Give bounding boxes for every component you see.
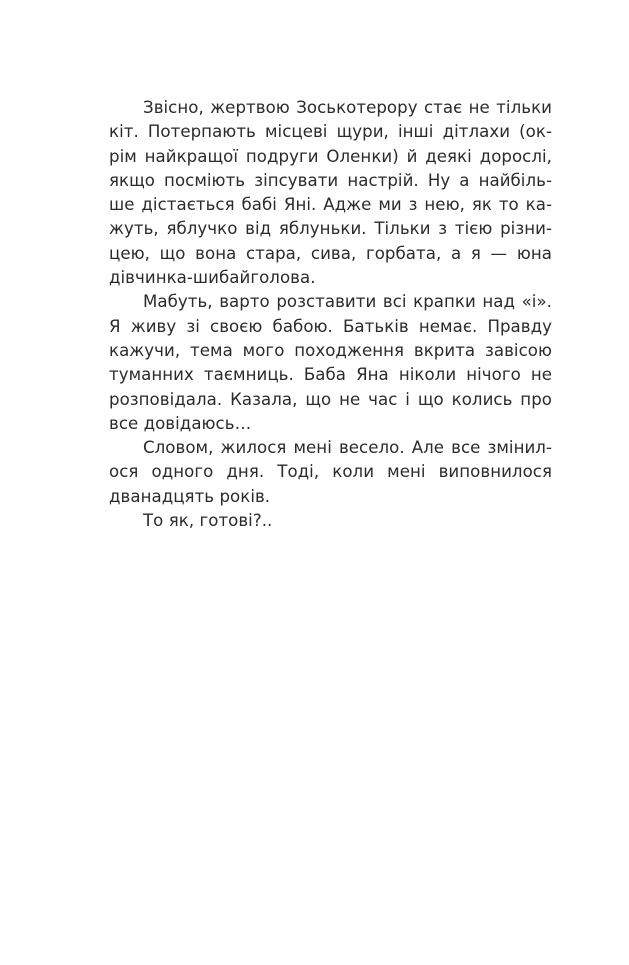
text-line: кажучи, тема мого походження вкрита завісою: [109, 340, 552, 360]
paragraph: [109, 290, 552, 436]
text-line: ше дістається бабі Яні. Адже ми з нею, як то ка-: [109, 195, 552, 215]
text-line: Я живу зі своєю бабою. Батьків немає. Правду: [109, 316, 552, 336]
text-line: туманних таємниць. Баба Яна ніколи нічого не: [109, 365, 552, 385]
text-line: якщо посміють зіпсувати настрій. Ну а найбіль-: [109, 170, 552, 190]
text-line: рім найкращої подруги Оленки) й деякі дорослі,: [109, 146, 552, 166]
text-line: цею, що вона стара, сива, горбата, а я — юна: [109, 243, 552, 263]
paragraph: [109, 436, 552, 509]
paragraph: [109, 96, 552, 290]
text-line: Мабуть, варто розставити всі крапки над «і».: [143, 292, 552, 312]
text-line: Звісно, жертвою Зоськотерору стає не тільки: [143, 98, 552, 117]
text-line: розповідала. Казала, що не час і що колись про: [109, 389, 552, 409]
text-line: дівчинка-шибайголова.: [109, 268, 316, 288]
body-text: [109, 96, 552, 533]
text-line: То як, готові?..: [143, 511, 273, 531]
text-line: кіт. Потерпають місцеві щури, інші дітлахи (ок-: [109, 122, 552, 142]
paragraph: [109, 509, 552, 533]
text-line: Словом, жилося мені весело. Але все змінил-: [143, 438, 552, 458]
text-line: дванадцять років.: [109, 486, 271, 506]
text-line: все довідаюсь…: [109, 413, 252, 433]
text-line: жуть, яблучко від яблуньки. Тільки з тією різни-: [109, 219, 552, 239]
text-line: ося одного дня. Тоді, коли мені виповнилося: [109, 462, 552, 482]
